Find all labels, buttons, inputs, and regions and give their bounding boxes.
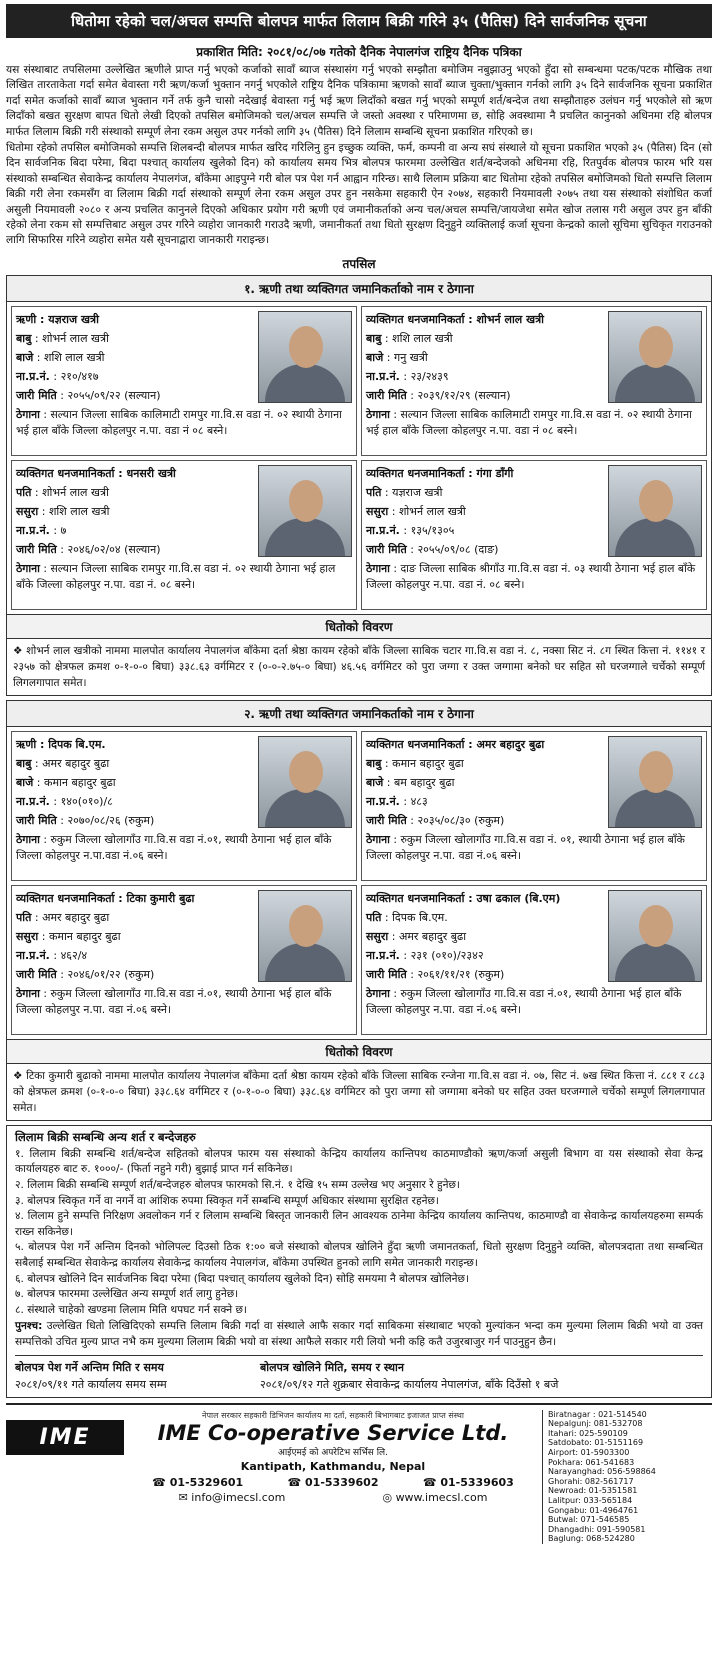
phone-value: 01-5329601: [169, 1475, 244, 1489]
phone-number: ☎ 01-5339602: [287, 1475, 379, 1489]
issued-label: जारी मिति: [366, 388, 407, 402]
person-name: धनसरी खत्री: [126, 466, 176, 480]
terms-box: [6, 1125, 712, 1398]
citizenship-label: ना.प्र.नं.: [366, 794, 400, 808]
address-value: दाङ जिल्ला साबिक श्रीगाँउ गा.वि.स वडा नं. ०३ स्थायी ठेगाना भई हाल बाँके जिल्ला कोहलपुर न.पा. वडा नं. ०८ बस्ने।: [366, 561, 696, 591]
relation-row: बाबु : कमान बहादुर बुढा: [366, 756, 464, 770]
relation-value: कमान बहादुर बुढा: [44, 775, 116, 789]
issued-label: जारी मिति: [366, 813, 407, 827]
relation-label: बाजे: [16, 775, 34, 789]
schedule-section: [6, 275, 712, 696]
role-label: ऋणी: [16, 312, 37, 326]
issued-date: २०३५/०८/३० (रुकुम): [417, 813, 505, 827]
citizenship-label: ना.प्र.नं.: [16, 369, 50, 383]
relation-row: ससुरा : अमर बहादुर बुढा: [366, 929, 467, 943]
relation-row: बाजे : बम बहादुर बुढा: [366, 775, 455, 789]
phone-value: 01-5339602: [305, 1475, 379, 1489]
relation-value: दिपक बि.एम.: [392, 910, 448, 924]
postscript: [15, 1319, 703, 1350]
citizenship-row: ना.प्र.नं. : २३१ (०१०)/२३४२: [366, 948, 484, 962]
phone-list: [130, 1476, 536, 1489]
citizenship-row: ना.प्र.नं. : ४८३: [366, 794, 428, 808]
notice-title: धितोमा रहेको चल/अचल सम्पत्ति बोलपत्र मार्फत लिलाम बिक्री गरिने ३५ (पैतिस) दिने सार्वजनिक सूचना: [6, 4, 712, 38]
address-value: रुकुम जिल्ला खोलागाँउ गा.वि.स वडा नं.०१, स्थायी ठेगाना भई हाल बाँके जिल्ला कोहलपुर न.पा.वडा नं.०६ बस्ने।: [16, 832, 332, 862]
terms-item: ८. संस्थाले चाहेको खण्डमा लिलाम मिति थपघट गर्न सक्ने छ।: [15, 1303, 247, 1316]
company-name-np: आईएमई को अपरेटिभ सर्भिस लि.: [277, 1447, 389, 1458]
branch-contact: Biratnagar : 021-514540: [548, 1409, 647, 1419]
people-grid: [7, 727, 711, 1039]
role-label: व्यक्तिगत धनजमानिकर्ता: [366, 737, 465, 751]
address-row: ठेगाना : दाङ जिल्ला साबिक श्रीगाँउ गा.वि.स वडा नं. ०३ स्थायी ठेगाना भई हाल बाँके जिल्ला कोहलपुर न.पा. वडा नं. ०८ बस्ने।: [366, 561, 696, 591]
address-value: सल्यान जिल्ला साबिक कालिमाटी रामपुर गा.वि.स वडा नं. ०२ स्थायी ठेगाना भई हाल बाँके जिल्ला कोहलपुर न.पा. वडा नं ०८ बस्ने।: [16, 407, 342, 437]
citizenship-number: २१०/४१७: [60, 369, 99, 383]
branch-contact: Gongabu: 01-4964761: [548, 1505, 639, 1515]
relation-row: पति : दिपक बि.एम.: [366, 910, 448, 924]
relation-value: गनु खत्री: [394, 350, 428, 364]
person-name: गंगा डाँगी: [476, 466, 514, 480]
relation-value: शोभर्न लाल खत्री: [398, 504, 466, 518]
intro-text: [6, 63, 712, 249]
website-link[interactable]: [382, 1491, 487, 1504]
address-row: ठेगाना : सल्यान जिल्ला साबिक रामपुर गा.वि.स वडा नं. ०२ स्थायी ठेगाना भई हाल बाँके जिल्ला कोहलपुर न.पा. वडा नं. ०८ बस्ने।: [16, 561, 336, 591]
address-value: सल्यान जिल्ला साबिक कालिमाटी रामपुर गा.वि.स वडा नं. ०२ स्थायी ठेगाना भई हाल बाँके जिल्ला कोहलपुर न.पा. वडा नं ०८ बस्ने।: [366, 407, 692, 437]
address-value: रुकुम जिल्ला खोलागाँउ गा.वि.स वडा नं. ०१, स्थायी ठेगाना भई हाल बाँके जिल्ला कोहलपुर न.पा. वडा नं.०६ बस्ने।: [366, 832, 685, 862]
terms-item: ७. बोलपत्र फारममा उल्लेखित अन्य सम्पूर्ण शर्त लागु हुनेछ।: [15, 1288, 239, 1301]
person-name-row: ऋणी : यज्ञराज खत्री: [16, 312, 99, 326]
photo-head-shape: [289, 905, 323, 947]
relation-label: पति: [366, 485, 382, 499]
phone-number: ☎ 01-5339603: [422, 1475, 514, 1489]
issued-row: जारी मिति : २०४६/०२/०४ (सल्यान): [16, 542, 161, 556]
photo-head-shape: [289, 751, 323, 793]
person-photo: [608, 736, 702, 828]
photo-head-shape: [639, 480, 673, 522]
photo-body-shape: [615, 943, 695, 981]
issued-row: जारी मिति : २०६१/११/२१ (रुकुम): [366, 967, 505, 981]
photo-head-shape: [289, 326, 323, 368]
issued-date: २०३९/१२/२९ (सल्यान): [417, 388, 511, 402]
address-label: ठेगाना: [16, 986, 40, 1000]
issued-label: जारी मिति: [16, 542, 57, 556]
person-name-row: व्यक्तिगत धनजमानिकर्ता : अमर बहादुर बुढा: [366, 737, 545, 751]
phone-number: ☎ 01-5329601: [152, 1475, 244, 1489]
address-row: ठेगाना : सल्यान जिल्ला साबिक कालिमाटी रामपुर गा.वि.स वडा नं. ०२ स्थायी ठेगाना भई हाल बाँके जिल्ला कोहलपुर न.पा. वडा नं ०८ बस्ने।: [366, 407, 692, 437]
person-photo: [258, 311, 352, 403]
person-name: टिका कुमारी बुढा: [126, 891, 195, 905]
citizenship-label: ना.प्र.नं.: [366, 369, 400, 383]
role-label: व्यक्तिगत धनजमानिकर्ता: [366, 891, 465, 905]
person-card: [361, 885, 707, 1035]
citizenship-row: ना.प्र.नं. : १३५/१३०५: [366, 523, 455, 537]
branch-contact: Butwal: 071-546585: [548, 1515, 630, 1525]
intro-paragraph: यस संस्थाबाट तपसिलमा उल्लेखित ऋणीले प्राप्त गर्नु भएको कर्जाको सावाँ ब्याज संस्थासंग गर्नु भएको सम्झौता बमोजिम नबुझाउनु भएको हुँदा सो सम्बन्धमा पटक/पटक मौखिक तथा लिखित तारताकेता गर्दा समेत बेवास्ता गरी ऋण/कर्जा भुक्तान नगर्नु भएकोले राष्ट्रिय दैनिक पत्रिकामा ऋणको सावाँ ब्याज चुक्ता/भुक्तान गर्नको लागि ३५ दिने सार्वजनिक सूचना प्रकाशित गर्दा समेत कर्जाको सावाँ ब्याज भुक्तान गर्ने तर्फ कुनै चासो नदेखाई बेवास्ता गर्नु भई ऋण लिदाँको बखत गर्नु भएको सम्पूर्ण शर्त/बन्देज तथा सम्झौताहरु उलंघन गर्नु भएकोले सो ऋण लिदाँको बखत सुरक्षण बापत धितो लेखी दिएको तपसिल बमोजिमको चल/अचल सम्पत्ति जे जस्तो अवस्था र परिमाणमा छ, सोहि अवस्थामा नै प्रचलित कानुनको अधिनमा रहि बोलपत्र मार्फत लिलाम बिक्री गरी संस्थाको सम्पूर्ण लेना रकम असुल उपर गर्नको लागि ३५ (पैतिस) दिने लिलाम सम्बन्धि सूचना प्रकाशित गरिएको छ।: [6, 64, 712, 138]
role-label: व्यक्तिगत धनजमानिकर्ता: [16, 466, 115, 480]
issued-row: जारी मिति : २०४६/०१/२२ (रुकुम): [16, 967, 155, 981]
relation-row: ससुरा : शोभर्न लाल खत्री: [366, 504, 466, 518]
address-row: ठेगाना : रुकुम जिल्ला खोलागाँउ गा.वि.स वडा नं.०१, स्थायी ठेगाना भई हाल बाँके जिल्ला कोहलपुर न.पा. वडा नं.०६ बस्ने।: [366, 986, 682, 1016]
address-label: ठेगाना: [366, 832, 390, 846]
relation-row: बाबु : अमर बहादुर बुढा: [16, 756, 110, 770]
deadline-value: २०८१/०९/११ गते कार्यालय समय सम्म: [15, 1377, 167, 1391]
website-value: www.imecsl.com: [395, 1490, 488, 1504]
schedule-section: [6, 700, 712, 1121]
issued-label: जारी मिति: [16, 967, 57, 981]
branch-contact: Itahari: 025-590109: [548, 1428, 628, 1438]
person-card: [11, 885, 357, 1035]
address-label: ठेगाना: [366, 407, 390, 421]
schedule-heading: तपसिल: [342, 256, 376, 271]
relation-row: बाबु : शोभर्न लाल खत्री: [16, 331, 109, 345]
issued-date: २०५५/०९/०८ (दाङ): [417, 542, 499, 556]
relation-label: बाजे: [366, 350, 384, 364]
phone-value: 01-5339603: [440, 1475, 514, 1489]
branch-contact: Narayanghad: 056-598864: [548, 1467, 656, 1477]
relation-row: पति : शोभर्न लाल खत्री: [16, 485, 109, 499]
globe-icon: ◎: [382, 1490, 393, 1504]
registration-text: नेपाल सरकार सहकारी डिभिजन कार्यालय मा दर्ता, सहकारी बिभागबाट इजाजत प्राप्त संस्था: [202, 1410, 464, 1420]
person-card: [11, 731, 357, 881]
person-card: [11, 306, 357, 456]
person-photo: [608, 465, 702, 557]
role-label: व्यक्तिगत धनजमानिकर्ता: [16, 891, 115, 905]
photo-body-shape: [265, 943, 345, 981]
issued-row: जारी मिति : २०३९/१२/२९ (सल्यान): [366, 388, 511, 402]
issued-label: जारी मिति: [366, 542, 407, 556]
person-name-row: व्यक्तिगत धनजमानिकर्ता : धनसरी खत्री: [16, 466, 176, 480]
branch-contact: Nepalgunj: 081-532708: [548, 1419, 643, 1429]
person-name-row: व्यक्तिगत धनजमानिकर्ता : उषा ढकाल (बि.एम): [366, 891, 561, 905]
branch-contact: Newroad: 01-5351581: [548, 1486, 638, 1496]
terms-heading: लिलाम बिक्री सम्बन्धि अन्य शर्त र बन्देजहरु: [15, 1129, 196, 1144]
issued-label: जारी मिति: [16, 388, 57, 402]
collateral-heading: धितोको विवरण: [7, 614, 711, 639]
person-card: [361, 306, 707, 456]
relation-label: बाजे: [366, 775, 384, 789]
citizenship-label: ना.प्र.नं.: [16, 794, 50, 808]
relation-label: बाबु: [16, 756, 32, 770]
citizenship-number: ७: [60, 523, 67, 537]
section-heading: २. ऋणी तथा व्यक्तिगत जमानिकर्ताको नाम र ठेगाना: [7, 701, 711, 727]
photo-body-shape: [265, 789, 345, 827]
relation-value: शोभर्न लाल खत्री: [42, 485, 109, 499]
citizenship-label: ना.प्र.नं.: [16, 523, 50, 537]
photo-head-shape: [639, 905, 673, 947]
terms-item: ५. बोलपत्र पेश गर्ने अन्तिम दिनको भोलिपल्ट दिउसो ठिक १:०० बजे संस्थाको बोलपत्र खोलिने हुँदा ऋणी जमानतकर्ता, धितो सुरक्षण दिनुहुने व्यक्ति, बोलपत्रदाता तथा सम्बन्धित सबैलाई सम्बन्धित सेवाकेन्द्र कार्यालय सेवाकेन्द्र कार्यालय नेपालगंज, बाँकेमा उपस्थित हुनको लागि समेत जानकारी गराइन्छ।: [15, 1241, 703, 1270]
branch-contact: Lalitpur: 033-565184: [548, 1495, 633, 1505]
terms-list: [15, 1147, 703, 1319]
person-photo: [258, 890, 352, 982]
collateral-detail: ❖ शोभर्न लाल खत्रीको नाममा मालपोत कार्यालय नेपालगंज बाँकेमा दर्ता श्रेष्ठा कायम रहेको बाँके जिल्ला साबिक चटार गा.वि.स वडा नं. ८, नक्सा सिट नं. ८ग स्थित कित्ता नं. ११४१ र २३५७ को क्षेत्रफल क्रमश ०-१-०-० बिघा) ३३८.६३ वर्गमिटर र (०-०-२.७५-० बिघा) ४६.५६ वर्गमिटर को पुरा जग्गा र उक्त जग्गामा बनेको घर सहित सो घरजग्गाले चर्चेको सम्पूर्ण लिगलगापात समेत।: [13, 644, 705, 689]
issued-date: २०५५/०९/२२ (सल्यान): [67, 388, 161, 402]
relation-label: ससुरा: [16, 929, 39, 943]
address-label: ठेगाना: [16, 832, 40, 846]
photo-head-shape: [639, 326, 673, 368]
citizenship-row: ना.प्र.नं. : ७: [16, 523, 67, 537]
company-address: Kantipath, Kathmandu, Nepal: [240, 1459, 426, 1473]
person-name-row: व्यक्तिगत धनजमानिकर्ता : टिका कुमारी बुढा: [16, 891, 195, 905]
relation-label: बाबु: [366, 756, 382, 770]
relation-value: शोभर्न लाल खत्री: [42, 331, 109, 345]
people-grid: [7, 302, 711, 614]
relation-row: बाबु : शशि लाल खत्री: [366, 331, 453, 345]
address-label: ठेगाना: [16, 407, 40, 421]
mail-icon: ✉: [178, 1490, 188, 1504]
person-photo: [608, 311, 702, 403]
relation-value: कमान बहादुर बुढा: [392, 756, 464, 770]
address-row: ठेगाना : रुकुम जिल्ला खोलागाँउ गा.वि.स वडा नं. ०१, स्थायी ठेगाना भई हाल बाँके जिल्ला कोहलपुर न.पा. वडा नं.०६ बस्ने।: [366, 832, 685, 862]
photo-head-shape: [289, 480, 323, 522]
postscript-text: उल्लेखित धितो लिखिदिएको सम्पत्ति लिलाम बिक्री गर्दा वा संस्थाले आफै सकार गर्दा साबिकमा संस्थाबाट भएको मुल्यांकन भन्दा कम मुल्यमा लिलाम बिक्री भयो वा उक्त सम्पत्तिको उचित मुल्य प्राप्त नभै कम मुल्यमा लिलाम बिक्री भयो वा संस्था आफैले सकार गरी लियो भनी कहि कतै उजुरबाजुर गर्न पाउनुहुन छैन।: [15, 1320, 703, 1348]
opening-label: बोलपत्र खोलिने मिति, समय र स्थान: [260, 1360, 404, 1374]
photo-head-shape: [639, 751, 673, 793]
terms-item: २. लिलाम बिक्री सम्बन्धि सम्पूर्ण शर्त/बन्देजहरु बोलपत्र फारमको सि.नं. १ देखि १५ सम्म उल्लेख भए अनुसार रे हुनेछ।: [15, 1179, 460, 1192]
branch-contact: Airport: 01-5903300: [548, 1447, 630, 1457]
address-label: ठेगाना: [366, 986, 390, 1000]
deadline-row: [15, 1355, 703, 1393]
relation-row: ससुरा : कमान बहादुर बुढा: [16, 929, 121, 943]
photo-body-shape: [615, 518, 695, 556]
relation-label: बाजे: [16, 350, 34, 364]
ime-logo: IME: [6, 1420, 124, 1455]
relation-value: बम बहादुर बुढा: [394, 775, 455, 789]
address-label: ठेगाना: [16, 561, 40, 575]
company-block: [130, 1410, 536, 1504]
collateral-heading: धितोको विवरण: [7, 1039, 711, 1064]
address-value: सल्यान जिल्ला साबिक रामपुर गा.वि.स वडा नं. ०२ स्थायी ठेगाना भई हाल बाँके जिल्ला कोहलपुर न.पा. वडा नं. ०८ बस्ने।: [16, 561, 336, 591]
person-name-row: व्यक्तिगत धनजमानिकर्ता : गंगा डाँगी: [366, 466, 514, 480]
person-name-row: व्यक्तिगत धनजमानिकर्ता : शोभर्न लाल खत्री: [366, 312, 545, 326]
branch-contact: Dhangadhi: 091-590581: [548, 1524, 646, 1534]
email-link[interactable]: [179, 1491, 286, 1504]
citizenship-label: ना.प्र.नं.: [16, 948, 50, 962]
person-name: यज्ञराज खत्री: [48, 312, 99, 326]
photo-body-shape: [615, 364, 695, 402]
issued-row: जारी मिति : २०३५/०८/३० (रुकुम): [366, 813, 505, 827]
issued-label: जारी मिति: [366, 967, 407, 981]
citizenship-number: २३/२४३९: [410, 369, 449, 383]
person-card: [361, 460, 707, 610]
issued-row: जारी मिति : २०५५/०९/०८ (दाङ): [366, 542, 499, 556]
citizenship-row: ना.प्र.नं. : २३/२४३९: [366, 369, 449, 383]
published-date: प्रकाशित मिति: २०८१/०८/०७ गतेको दैनिक नेपालगंज राष्ट्रिय दैनिक पत्रिका: [196, 45, 522, 59]
person-name: उषा ढकाल (बि.एम): [476, 891, 561, 905]
role-label: व्यक्तिगत धनजमानिकर्ता: [366, 466, 465, 480]
relation-label: ससुरा: [16, 504, 39, 518]
person-name: दिपक बि.एम.: [48, 737, 106, 751]
opening-value: २०८१/०९/१२ गते शुक्रबार सेवाकेन्द्र कार्यालय नेपालगंज, बाँके दिउँसो १ बजे: [260, 1377, 559, 1391]
relation-value: अमर बहादुर बुढा: [42, 756, 110, 770]
citizenship-number: १४०(०१०)/८: [60, 794, 113, 808]
relation-row: ससुरा : शशि लाल खत्री: [16, 504, 110, 518]
person-photo: [608, 890, 702, 982]
issued-date: २०४६/०२/०४ (सल्यान): [67, 542, 161, 556]
role-label: व्यक्तिगत धनजमानिकर्ता: [366, 312, 465, 326]
terms-item: ४. लिलाम हुने सम्पत्ति निरिक्षण अवलोकन गर्न र लिलाम सम्बन्धि बिस्तृत जानकारी लिन आवश्यक ठानेमा केन्द्रिय कार्यालय कान्तिपथ, काठमाण्डौ वा सेवाकेन्द्र कार्यालयहरुमा सम्पर्क राख्न सकिनेछ।: [15, 1210, 703, 1238]
branch-contact: Pokhara: 061-541683: [548, 1457, 635, 1467]
deadline-cell: [15, 1359, 260, 1393]
issued-row: जारी मिति : २०५५/०९/२२ (सल्यान): [16, 388, 161, 402]
postscript-label: पुनश्च:: [15, 1320, 43, 1333]
relation-label: ससुरा: [366, 929, 389, 943]
relation-label: बाबु: [16, 331, 32, 345]
email-value: info@imecsl.com: [191, 1490, 286, 1504]
relation-label: ससुरा: [366, 504, 389, 518]
branch-contact: Satdobato: 01-5151169: [548, 1438, 644, 1448]
relation-label: पति: [366, 910, 382, 924]
branch-list: [542, 1410, 712, 1544]
person-name: शोभर्न लाल खत्री: [476, 312, 545, 326]
person-card: [11, 460, 357, 610]
citizenship-row: ना.प्र.नं. : ४६२/४: [16, 948, 88, 962]
relation-value: अमर बहादुर बुढा: [42, 910, 110, 924]
relation-label: पति: [16, 485, 32, 499]
issued-label: जारी मिति: [16, 813, 57, 827]
citizenship-label: ना.प्र.नं.: [366, 948, 400, 962]
citizenship-number: ४८३: [410, 794, 428, 808]
photo-body-shape: [615, 789, 695, 827]
intro-paragraph: धितोमा रहेको तपसिल बमोजिमको सम्पत्ति शिलबन्दी बोलपत्र मार्फत खरिद गरिलिनु हुन इच्छुक व्यक्ति, फर्म, कम्पनी वा अन्य सघं संस्थाले यो सूचना प्रकाशित भएको ३५ (पैतिस) दिन (सो दिन सार्वजनिक बिदा परेमा, बिदा पश्चात् कार्यालय खुलेको दिन) को कार्यालय समय भित्र बोलपत्र फारममा उल्लेखित शर्त/बन्देजको अधिनमा रहि, रितपुर्वक बोलपत्र फारम भरि यस संस्थाको सम्बन्धित सेवाकेन्द्र कार्यालय नेपालगंज, बाँकेमा आइपुग्ने गरी बोल पत्र पेश गर्न आह्वान गरिन्छ। साथै लिलाम प्रक्रिया बाट धितोमा रहेको तपसिल बमोजिमको धितो सम्पत्ति लिलाम बिक्री गरी लेना रकमसँग वा लिलाम बिक्री गर्दा संस्थाको सम्पूर्ण लेना रकम असुल उपर हुन नसकेमा सहकारी ऐन २०७४, सहकारी नियमावली २०७५ तथा यस संस्थाको संशोधित कर्जा असुली नियमावली २०८० र अन्य प्रचलित कानुनले दिएको अधिकार प्रयोग गरी ऋणी एवं जमानीकर्ताको अन्य चल/अचल सम्पत्ति/जायजेथा समेत खोज तलास गरी असुल उपर हुन बाँकी रहेको लेना रकम सो सम्पत्तिबाट असुल उपर गरिने व्यहोरा जानकारी गराउदै ऋणी, जमानीकर्ता तथा धितो सुरक्षण दिनुहुने व्यक्तिलाई कर्जा सूचना केन्द्रको कालो सूचिमा सुचिकृत गराउनको लागि सिफारिस गरिने व्यहोरा समेत यसै सूचनाद्वारा जानकारी गराइन्छ।: [6, 142, 712, 247]
opening-cell: [260, 1359, 703, 1393]
relation-value: शशि लाल खत्री: [392, 331, 453, 345]
relation-row: बाजे : गनु खत्री: [366, 350, 428, 364]
section-heading: १. ऋणी तथा व्यक्तिगत जमानिकर्ताको नाम र ठेगाना: [7, 276, 711, 302]
person-name: अमर बहादुर बुढा: [476, 737, 545, 751]
address-value: रुकुम जिल्ला खोलागाँउ गा.वि.स वडा नं.०१, स्थायी ठेगाना भई हाल बाँके जिल्ला कोहलपुर न.पा. वडा नं.०६ बस्ने।: [366, 986, 682, 1016]
relation-value: अमर बहादुर बुढा: [398, 929, 467, 943]
relation-value: यज्ञराज खत्री: [392, 485, 443, 499]
address-value: रुकुम जिल्ला खोलागाँउ गा.वि.स वडा नं.०१, स्थायी ठेगाना भई हाल बाँके जिल्ला कोहलपुर न.पा. वडा नं.०६ बस्ने।: [16, 986, 332, 1016]
relation-row: बाजे : कमान बहादुर बुढा: [16, 775, 116, 789]
citizenship-row: ना.प्र.नं. : १४०(०१०)/८: [16, 794, 113, 808]
issued-date: २०७०/०८/२६ (रुकुम): [67, 813, 155, 827]
person-photo: [258, 736, 352, 828]
photo-body-shape: [265, 364, 345, 402]
relation-label: पति: [16, 910, 32, 924]
photo-body-shape: [265, 518, 345, 556]
citizenship-number: १३५/१३०५: [410, 523, 455, 537]
terms-item: ६. बोलपत्र खोलिने दिन सार्वजनिक बिदा परेमा (बिदा पश्चात् कार्यालय खुलेको दिन) सोहि समयमा नै बोलपत्र खोलिनेछ।: [15, 1272, 469, 1285]
company-name: IME Co-operative Service Ltd.: [157, 1420, 509, 1445]
relation-label: बाबु: [366, 331, 382, 345]
relation-value: शशि लाल खत्री: [44, 350, 105, 364]
citizenship-number: ४६२/४: [60, 948, 88, 962]
person-card: [361, 731, 707, 881]
address-row: ठेगाना : रुकुम जिल्ला खोलागाँउ गा.वि.स वडा नं.०१, स्थायी ठेगाना भई हाल बाँके जिल्ला कोहलपुर न.पा.वडा नं.०६ बस्ने।: [16, 832, 332, 862]
relation-row: पति : अमर बहादुर बुढा: [16, 910, 110, 924]
address-row: ठेगाना : सल्यान जिल्ला साबिक कालिमाटी रामपुर गा.वि.स वडा नं. ०२ स्थायी ठेगाना भई हाल बाँके जिल्ला कोहलपुर न.पा. वडा नं ०८ बस्ने।: [16, 407, 342, 437]
citizenship-number: २३१ (०१०)/२३४२: [410, 948, 484, 962]
deadline-label: बोलपत्र पेश गर्ने अन्तिम मिति र समय: [15, 1360, 164, 1374]
relation-row: पति : यज्ञराज खत्री: [366, 485, 443, 499]
relation-row: बाजे : शशि लाल खत्री: [16, 350, 105, 364]
role-label: ऋणी: [16, 737, 37, 751]
terms-item: ३. बोलपत्र स्विकृत गर्ने वा नगर्ने वा आंशिक रुपमा स्विकृत गर्ने सम्बन्धि सम्पूर्ण अधिकार संस्थामा सुरक्षित रहनेछ।: [15, 1194, 439, 1207]
address-label: ठेगाना: [366, 561, 390, 575]
footer: [6, 1403, 712, 1544]
person-name-row: ऋणी : दिपक बि.एम.: [16, 737, 106, 751]
contact-row: [130, 1491, 536, 1504]
citizenship-label: ना.प्र.नं.: [366, 523, 400, 537]
terms-item: १. लिलाम बिक्री सम्बन्धि शर्त/बन्देज सहितको बोलपत्र फारम यस संस्थाको केन्द्रिय कार्यालय कान्तिपथ काठमाण्डौको ऋण/कर्जा असुली बिभाग वा यस संस्थाको सेवा केन्द्र कार्यालयहरु बाट रु. १०००/- (फिर्ता नहुने गरी) बुझाई प्राप्त गर्न सकिनेछ।: [15, 1147, 703, 1176]
collateral-detail: ❖ टिका कुमारी बुढाको नाममा मालपोत कार्यालय नेपालगंज बाँकेमा दर्ता श्रेष्ठा कायम रहेको बाँके जिल्ला साबिक रन्जेना गा.वि.स वडा नं. ०७, सिट नं. ७ख स्थित कित्ता नं. ८८१ र ८८३ को क्षेत्रफल क्रमश (०-१-०-० बिघा) ३३८.६४ वर्गमिटर र (०-१-०-० बिघा) ३३८.६४ वर्गमिटर को पुरा जग्गा सो जग्गामा बनेको घर सहित उक्त घरजग्गाले चर्चेको सम्पूर्ण लिगलगापात समेत।: [13, 1069, 705, 1114]
branch-contact: Baglung: 068-524280: [548, 1534, 635, 1544]
issued-date: २०६१/११/२१ (रुकुम): [417, 967, 505, 981]
person-photo: [258, 465, 352, 557]
relation-value: शशि लाल खत्री: [48, 504, 110, 518]
relation-value: कमान बहादुर बुढा: [48, 929, 121, 943]
branch-contact: Ghorahi: 082-561717: [548, 1476, 634, 1486]
issued-date: २०४६/०१/२२ (रुकुम): [67, 967, 155, 981]
issued-row: जारी मिति : २०७०/०८/२६ (रुकुम): [16, 813, 155, 827]
citizenship-row: ना.प्र.नं. : २१०/४१७: [16, 369, 99, 383]
address-row: ठेगाना : रुकुम जिल्ला खोलागाँउ गा.वि.स वडा नं.०१, स्थायी ठेगाना भई हाल बाँके जिल्ला कोहलपुर न.पा. वडा नं.०६ बस्ने।: [16, 986, 332, 1016]
